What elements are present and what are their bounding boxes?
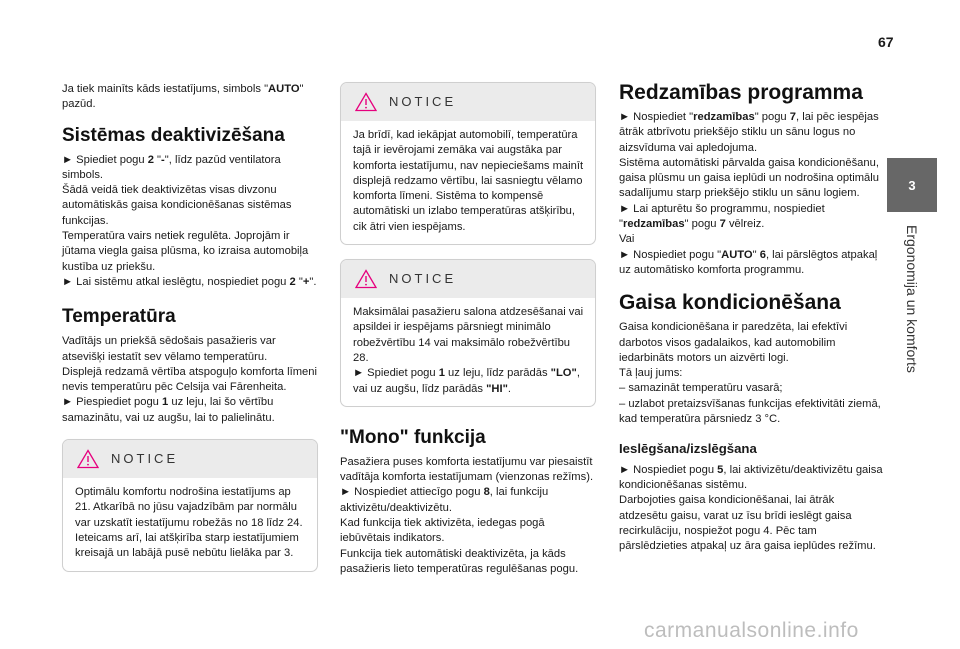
- notice-header: [341, 83, 595, 121]
- section-title-system-deactivation: Sistēmas deaktivizēšana: [62, 124, 285, 146]
- paragraph: ► Lai apturētu šo programmu, nospiediet "redzamības" pogu 7 vēlreiz.: [619, 202, 825, 231]
- section-title-temperature: Temperatūra: [62, 306, 176, 328]
- notice-text: ► Spiediet pogu 1 uz leju, līdz parādās "LO", vai uz augšu, līdz parādās "HI".: [353, 367, 580, 395]
- paragraph: Sistēma automātiski pārvalda gaisa kondicionēšanu, gaisa plūsmu un gaisa ieplūdi un nodrošina optimālu sadalījumu starp priekšējo stiklu un sānu logiem.: [619, 156, 879, 200]
- paragraph: Kad funkcija tiek aktivizēta, iedegas pogā iebūvētais indikators.: [340, 517, 545, 545]
- notice-text: Maksimālai pasažieru salona atdzesēšanai vai apsildei ir iespējams pārsniegt minimālo robežvērtību 14 vai maksimālo robežvērtību 28.: [353, 306, 584, 364]
- chapter-title-text: Ergonomija un komforts: [904, 225, 920, 373]
- paragraph: Pasažiera puses komforta iestatījumu var piesaistīt vadītāja komforta iestatījumam (vienzonas režīms).: [340, 455, 594, 484]
- watermark: carmanualsonline.info: [644, 619, 859, 642]
- notice-label: NOTICE: [389, 271, 457, 287]
- paragraph: Vai: [619, 233, 635, 246]
- warning-icon: [355, 92, 377, 112]
- section-title-mono: "Mono" funkcija: [340, 426, 486, 448]
- warning-icon: [77, 449, 99, 469]
- paragraph: Temperatūra vairs netiek regulēta. Joprojām ir jūtama viegla gaisa plūsma, ko izraisa automobiļa kustība uz priekšu.: [62, 230, 309, 273]
- notice-box: [340, 82, 596, 245]
- paragraph: ► Nospiediet attiecīgo pogu 8, lai funkciju aktivizētu/deaktivizētu.: [340, 486, 549, 514]
- paragraph: Funkcija tiek automātiski deaktivizēta, ja kāds pasažieris lieto temperatūras regulēšanas pogu.: [340, 547, 579, 575]
- notice-box: [62, 439, 318, 571]
- list-item: – uzlabot pretaizsvīšanas funkcijas efektivitāti ziemā, kad temperatūra pārsniedz 3 °C.: [619, 397, 881, 426]
- warning-icon: [355, 269, 377, 289]
- paragraph: ► Lai sistēmu atkal ieslēgtu, nospiediet pogu 2 "+".: [62, 275, 317, 288]
- subsection-title-on-off: Ieslēgšana/izslēgšana: [619, 441, 757, 457]
- paragraph: ► Nospiediet "redzamības" pogu 7, lai pēc iespējas ātrāk atbrīvotu priekšējo stiklu un sānu logus no aizsvīduma vai apledojuma.: [619, 111, 879, 154]
- notice-box: [340, 259, 596, 407]
- paragraph: Displejā redzamā vērtība atspoguļo komforta līmeni nevis temperatūru pēc Celsija vai Fārenheita.: [62, 365, 317, 394]
- column-middle: [340, 82, 596, 577]
- list-item: – samazināt temperatūru vasarā;: [619, 382, 783, 395]
- paragraph: Vadītājs un priekšā sēdošais pasažieris var atsevišķi iestatīt sev vēlamo temperatūru.: [62, 335, 276, 363]
- intro-paragraph: Ja tiek mainīts kāds iestatījums, simbols "AUTO" pazūd.: [62, 83, 304, 111]
- chapter-tab[interactable]: 3: [887, 158, 937, 212]
- column-right: [619, 82, 883, 554]
- notice-header: [341, 260, 595, 298]
- paragraph: Gaisa kondicionēšana ir paredzēta, lai efektīvi darbotos visos gadalaikos, kad automobilim iedarbināts motors un aizvērti logi.: [619, 321, 848, 364]
- section-title-visibility: Redzamības programma: [619, 81, 863, 104]
- section-title-air-conditioning: Gaisa kondicionēšana: [619, 291, 841, 315]
- paragraph: Tā ļauj jums:: [619, 367, 683, 380]
- notice-label: NOTICE: [389, 94, 457, 110]
- column-left: [62, 82, 318, 572]
- page-number: 67: [878, 34, 894, 50]
- notice-label: NOTICE: [111, 451, 179, 467]
- paragraph: ► Spiediet pogu 2 "-", līdz pazūd ventilatora simbols.: [62, 153, 281, 181]
- paragraph: ► Piespiediet pogu 1 uz leju, lai šo vērtību samazinātu, vai uz augšu, lai to palielinātu.: [62, 396, 275, 424]
- paragraph: ► Nospiediet pogu "AUTO" 6, lai pārslēgtos atpakaļ uz automātisko komforta programmu.: [619, 248, 878, 276]
- notice-text: Optimālu komfortu nodrošina iestatījums ap 21. Atkarībā no jūsu vajadzībām par normālu var uzskatīt iestatījumu robežās no 18 līdz 24. Ieteicams arī, lai atšķirība starp iestatījumiem kreisajā un labājā pusē nebūtu lielāka par 3.: [75, 486, 303, 560]
- chapter-title-vertical: [888, 225, 936, 375]
- notice-header: [63, 440, 317, 478]
- notice-text: Ja brīdī, kad iekāpjat automobilī, temperatūra tajā ir ievērojami zemāka vai augstāka par komforta iestatījumu, nav nepieciešams mainīt displejā redzamo vērtību, lai sasniegtu vēlamo komforta līmeni. Sistēma to kompensē automātiski un izlabo temperatūras atšķirību, cik ātri vien iespējams.: [353, 129, 584, 233]
- paragraph: Darbojoties gaisa kondicionēšanai, lai ātrāk atdzesētu gaisu, varat uz īsu brīdi ieslēgt gaisa recirkulāciju, nospiežot pogu 4. Pēc tam pārslēdzieties atpakaļ uz āra gaisa ieplūdes režīmu.: [619, 494, 876, 553]
- paragraph: Šādā veidā tiek deaktivizētas visas divzonu automātiskās gaisa kondicionēšanas sistēmas funkcijas.: [62, 184, 292, 227]
- paragraph: ► Nospiediet pogu 5, lai aktivizētu/deaktivizētu gaisa kondicionēšanas sistēmu.: [619, 463, 883, 491]
